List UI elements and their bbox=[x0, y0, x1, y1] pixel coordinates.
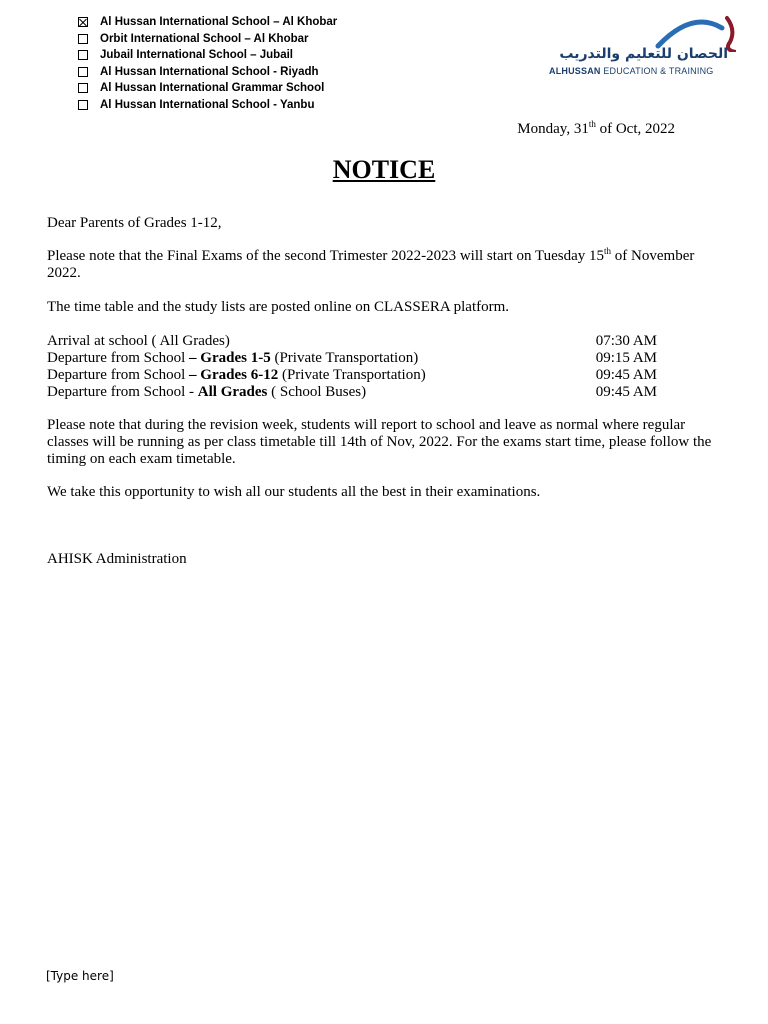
logo-arabic-text: الحصان للتعليم والتدريب bbox=[559, 46, 728, 62]
school-label: Jubail International School – Jubail bbox=[100, 49, 293, 61]
greeting: Dear Parents of Grades 1-12, bbox=[47, 215, 222, 231]
school-option bbox=[78, 97, 337, 114]
schedule-time: 07:30 AM bbox=[595, 333, 657, 349]
wishes-note: We take this opportunity to wish all our students all the best in their examinations. bbox=[47, 484, 541, 500]
schedule-row bbox=[47, 367, 657, 384]
checkbox-icon bbox=[78, 67, 88, 77]
alhussan-logo bbox=[546, 12, 736, 80]
timetable-note: The time table and the study lists are posted online on CLASSERA platform. bbox=[47, 299, 510, 315]
revision-note: Please note that during the revision week, students will report to school and leave as normal where regular classes will be running as per class timetable till 14th of Nov, 2022. For the exams start time, please follow the timing on each exam timetable. bbox=[47, 417, 712, 467]
checkbox-icon bbox=[78, 83, 88, 93]
schedule-time: 09:45 AM bbox=[595, 367, 657, 383]
notice-date: Monday, 31th of Oct, 2022 bbox=[517, 119, 675, 137]
schedule-label: Departure from School – Grades 1-5 (Private Transportation) bbox=[47, 350, 419, 366]
page-title: NOTICE bbox=[332, 155, 436, 184]
checkbox-icon bbox=[78, 50, 88, 60]
logo-english-text: ALHUSSAN EDUCATION & TRAINING bbox=[549, 66, 714, 76]
schedule-row bbox=[47, 350, 657, 367]
schedule-label: Departure from School – Grades 6-12 (Private Transportation) bbox=[47, 367, 426, 383]
school-label: Al Hussan International Grammar School bbox=[100, 82, 325, 94]
school-option bbox=[78, 47, 337, 64]
school-option bbox=[78, 14, 337, 31]
school-label: Al Hussan International School - Riyadh bbox=[100, 65, 319, 78]
schedule-time: 09:45 AM bbox=[595, 384, 657, 400]
checkbox-icon bbox=[78, 34, 88, 44]
checkbox-icon bbox=[78, 100, 88, 110]
school-label: Al Hussan International School – Al Khobar bbox=[100, 16, 338, 28]
footer-placeholder: [Type here] bbox=[46, 969, 114, 983]
schedule-row bbox=[47, 384, 657, 401]
school-label: Al Hussan International School - Yanbu bbox=[100, 98, 315, 111]
signature: AHISK Administration bbox=[47, 551, 187, 567]
schedule-label: Arrival at school ( All Grades) bbox=[47, 333, 230, 349]
school-option bbox=[78, 80, 337, 97]
school-checklist bbox=[78, 14, 337, 113]
schedule-time: 09:15 AM bbox=[595, 350, 657, 366]
school-label: Orbit International School – Al Khobar bbox=[100, 32, 309, 45]
checkbox-icon bbox=[78, 17, 88, 27]
exam-note: Please note that the Final Exams of the second Trimester 2022-2023 will start on Tuesday 15th of November 2022. bbox=[47, 246, 695, 281]
school-option bbox=[78, 31, 337, 48]
schedule-row bbox=[47, 333, 657, 350]
schedule-label: Departure from School - All Grades ( School Buses) bbox=[47, 384, 367, 400]
school-option bbox=[78, 64, 337, 81]
